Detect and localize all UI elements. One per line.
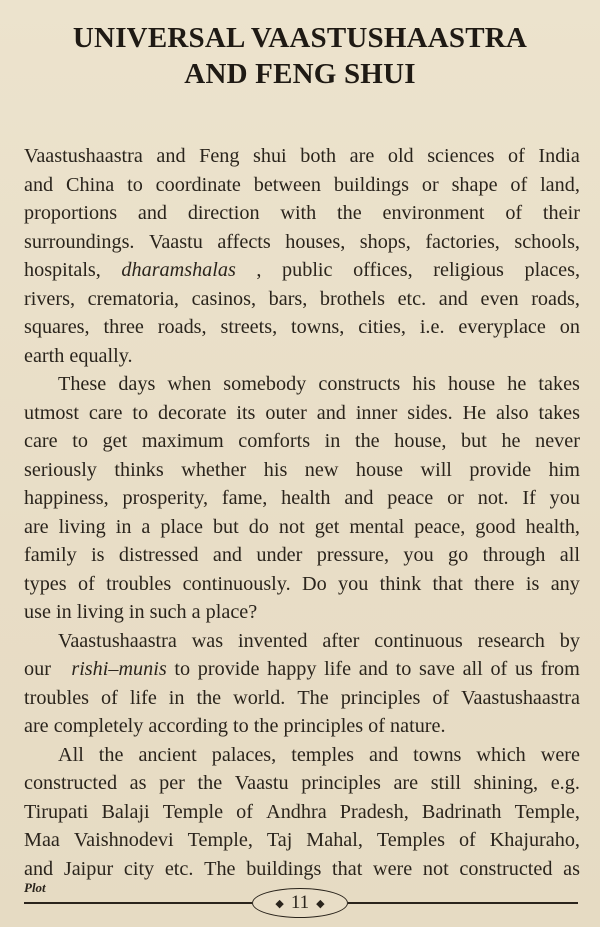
word: you [549, 487, 580, 509]
word: you [403, 544, 434, 566]
word: as [129, 772, 147, 794]
word: takes [538, 373, 580, 395]
word: buildings [333, 173, 410, 196]
word: health, [525, 515, 580, 538]
word: of [505, 202, 523, 224]
word: provide [469, 458, 532, 481]
word: are [24, 515, 49, 538]
word: and [24, 857, 54, 880]
word: by [559, 629, 580, 652]
word: ancient [138, 743, 197, 766]
word: squares, [24, 316, 90, 338]
word: whether [181, 458, 247, 481]
text-line [24, 456, 580, 485]
word: which [476, 743, 526, 766]
word: He [462, 401, 487, 424]
word: his [263, 458, 288, 481]
word: city [123, 857, 155, 880]
text-line [24, 798, 580, 827]
word: Tirupati [24, 800, 89, 823]
word: even [480, 287, 519, 310]
word: rivers, [24, 287, 76, 310]
page-number: 11 [290, 892, 310, 913]
word: Temple [162, 800, 224, 823]
word: hospitals, [24, 259, 101, 281]
word: to [72, 430, 88, 452]
word: and [344, 487, 374, 509]
word: are [349, 145, 375, 167]
word: proportions [24, 202, 118, 224]
word: towns, [291, 316, 345, 338]
word: he [507, 373, 527, 395]
word [59, 655, 64, 684]
word: and [24, 173, 54, 196]
word: Do [301, 572, 327, 595]
word: If [522, 487, 536, 509]
word: shape [451, 173, 498, 196]
word: care [88, 401, 123, 424]
word: per [159, 772, 185, 794]
word: Maa [24, 829, 60, 851]
word: Vaastu [148, 230, 203, 253]
word: roads, [531, 287, 580, 310]
word: brothels [319, 287, 385, 310]
word: the [98, 743, 124, 766]
word: troubles [24, 686, 90, 709]
word: constructed [459, 857, 553, 880]
word: cities, [358, 316, 406, 338]
word: good [475, 515, 516, 538]
word: but [212, 515, 239, 538]
word: and [358, 658, 388, 680]
word: old [387, 145, 414, 167]
text-line [24, 627, 580, 656]
text-line [24, 570, 580, 599]
word: a [141, 515, 151, 538]
word: his [412, 373, 436, 395]
word: continuous [374, 629, 463, 652]
chapter-title-line-1: UNIVERSAL VAASTUSHAASTRA [72, 22, 528, 54]
word: in [168, 686, 185, 709]
word: after [322, 629, 360, 652]
word: life [129, 686, 157, 709]
word: places, [524, 259, 580, 281]
word: not. [477, 487, 509, 509]
word: go [448, 544, 469, 566]
word: to [174, 658, 191, 680]
word: , [256, 259, 262, 281]
word: e.g. [550, 772, 580, 794]
text-line [24, 228, 580, 257]
word: family [24, 544, 77, 566]
word: happy [267, 658, 317, 680]
word: Taj [266, 829, 293, 851]
word: takes [538, 401, 580, 424]
word: care [24, 430, 58, 452]
word: roads, [157, 316, 207, 338]
word: maximum [141, 430, 224, 452]
word: get [102, 430, 128, 452]
word: of [236, 800, 253, 823]
word: our [24, 658, 51, 680]
word: fame, [221, 487, 268, 509]
word: etc. [397, 287, 427, 310]
word: All [58, 743, 84, 766]
text-line [24, 427, 580, 456]
word: The [204, 857, 236, 880]
text-line-with-italic [24, 655, 580, 684]
word: schools, [514, 230, 580, 253]
word: days [118, 373, 156, 395]
word: life [324, 658, 352, 680]
word: house [355, 458, 404, 481]
word: of [508, 145, 525, 167]
word: but [461, 430, 487, 452]
word: living [58, 515, 106, 538]
word: research [477, 629, 545, 652]
word: temples [291, 743, 355, 766]
line-text: earth equally. [24, 344, 133, 367]
word: crematoria, [87, 287, 179, 310]
word: of [432, 686, 450, 709]
word: happiness, [24, 487, 109, 509]
word: both [300, 145, 337, 167]
word: health [281, 487, 331, 509]
body-text [24, 142, 580, 883]
text-line [24, 199, 580, 228]
word: factories, [425, 230, 500, 253]
word: of [101, 686, 118, 709]
word: also [496, 401, 529, 424]
word: prosperity, [122, 487, 209, 509]
word: place [160, 515, 203, 538]
word: him [548, 458, 580, 481]
word: direction [187, 202, 260, 224]
word: is [525, 572, 540, 595]
word: get [314, 515, 340, 538]
word: principles [340, 686, 421, 709]
word: Feng [199, 145, 240, 167]
footer-rule-right [348, 902, 578, 904]
text-line [24, 513, 580, 542]
word: palaces, [211, 743, 277, 766]
word: mental [349, 515, 405, 538]
word: all [462, 658, 483, 680]
word: he [501, 430, 521, 452]
word: never [535, 430, 580, 452]
word: Temple, [187, 829, 253, 851]
word: were [540, 743, 580, 766]
word: shining, [473, 772, 539, 794]
word: three [103, 316, 144, 338]
word: from [540, 658, 580, 680]
text-line [24, 484, 580, 513]
word: houses, [285, 230, 346, 253]
word: Pradesh, [339, 800, 409, 823]
word: Vaastushaastra [58, 629, 177, 652]
word: Khajuraho, [489, 829, 580, 851]
word: was [191, 629, 224, 652]
word: affects [217, 230, 271, 253]
word: comforts [238, 430, 311, 452]
word: distressed [118, 544, 199, 566]
word: towns [413, 743, 462, 766]
word: save [419, 658, 455, 680]
word: Jaipur [63, 857, 114, 880]
word: when [167, 373, 212, 395]
diamond-left-icon: ◆ [275, 897, 284, 910]
text-line [24, 342, 580, 371]
line-text: are completely according to the principles of nature. [24, 715, 446, 737]
word: think [379, 572, 422, 595]
word: and [438, 287, 468, 310]
word: seriously [24, 458, 97, 481]
word: utmost [24, 401, 79, 424]
word: house, [394, 430, 447, 452]
word: us [514, 658, 533, 680]
word: coordinate [155, 173, 241, 196]
word: land, [540, 173, 580, 196]
word: religious [433, 259, 504, 281]
italic-term: rishi–munis [71, 658, 167, 680]
word: Vaastushaastra [24, 145, 143, 167]
word: to [132, 401, 149, 424]
word: These [58, 373, 107, 395]
word: in [115, 515, 132, 538]
word: principles [301, 772, 381, 794]
italic-term: dharamshalas [121, 259, 236, 281]
word: their [542, 202, 580, 224]
word: Temples [376, 829, 445, 851]
word: continuously. [182, 572, 291, 595]
word: outer [265, 401, 307, 424]
text-line [24, 855, 580, 884]
word: environment [382, 202, 485, 224]
word: China [66, 173, 115, 196]
word: somebody [223, 373, 307, 395]
word: casinos, [191, 287, 257, 310]
word: Badrinath [421, 800, 502, 823]
text-line [24, 285, 580, 314]
word: etc. [164, 857, 194, 880]
word: world. [233, 686, 286, 709]
word: with [280, 202, 317, 224]
word: or [447, 487, 464, 509]
word: still [430, 772, 461, 794]
word: will [420, 458, 452, 481]
word: or [421, 173, 439, 196]
word: provide [197, 658, 260, 680]
text-line [24, 598, 580, 627]
word: and [369, 743, 399, 766]
line-text: use in living in such a place? [24, 601, 258, 623]
word: to [395, 658, 412, 680]
word: surroundings. [24, 230, 135, 253]
word: you [338, 572, 369, 595]
word: The [297, 686, 329, 709]
word: Andhra [266, 800, 327, 823]
text-line [24, 712, 580, 741]
word: not [278, 515, 305, 538]
page-number-badge [252, 888, 348, 918]
text-line-with-italic [24, 256, 580, 285]
word: of [510, 173, 528, 196]
word: Vaastu [234, 772, 289, 794]
word: sides. [407, 401, 453, 424]
word: peace, [414, 515, 466, 538]
word: the [196, 686, 222, 709]
text-line [24, 171, 580, 200]
text-line [24, 741, 580, 770]
word: in [324, 430, 341, 452]
word: offices, [353, 259, 413, 281]
word: to [127, 173, 143, 196]
word: constructs [318, 373, 401, 395]
word: any [550, 572, 580, 595]
text-line [24, 684, 580, 713]
word: and [212, 544, 243, 566]
word: under [256, 544, 303, 566]
word: are [393, 772, 419, 794]
word: do [248, 515, 269, 538]
word: inner [355, 401, 398, 424]
word: that [432, 572, 463, 595]
word: constructed [24, 772, 118, 794]
text-line [24, 769, 580, 798]
word: everyplace [458, 316, 546, 338]
word: Balaji [101, 800, 150, 823]
text-line [24, 313, 580, 342]
word: between [253, 173, 321, 196]
text-line [24, 142, 580, 171]
word: of [458, 829, 476, 851]
word: all [559, 544, 580, 566]
word: new [304, 458, 339, 481]
word: i.e. [419, 316, 445, 338]
text-line [24, 826, 580, 855]
text-line [24, 541, 580, 570]
word: and [316, 401, 346, 424]
text-line [24, 370, 580, 399]
word: decorate [158, 401, 227, 424]
diamond-right-icon: ◆ [316, 897, 325, 910]
word: on [559, 316, 580, 338]
text-line [24, 399, 580, 428]
word: the [337, 202, 362, 224]
word: through [482, 544, 546, 566]
word: and [156, 145, 186, 167]
footer-rule-left [24, 902, 252, 904]
word: invented [237, 629, 308, 652]
word: shops, [359, 230, 411, 253]
word: not [422, 857, 449, 880]
word: thinks [114, 458, 164, 481]
word: streets, [220, 316, 278, 338]
word: were [373, 857, 413, 880]
word: the [197, 772, 223, 794]
word: public [282, 259, 333, 281]
word: the [354, 430, 380, 452]
word: Mahal, [306, 829, 363, 851]
word: types [24, 572, 67, 595]
word: its [236, 401, 256, 424]
word: sciences [427, 145, 495, 167]
word: of [77, 572, 95, 595]
word: Temple, [514, 800, 580, 823]
word: peace [387, 487, 434, 509]
word: shui [253, 145, 287, 167]
word: as [563, 857, 580, 880]
word: house [448, 373, 496, 395]
word: Vaastushaastra [461, 686, 580, 709]
footer-label: Plot [24, 880, 46, 895]
word: buildings [246, 857, 322, 880]
chapter-title [0, 20, 600, 92]
word: of [490, 658, 508, 680]
word: is [91, 544, 105, 566]
word: Vaishnodevi [73, 829, 174, 851]
word: bars, [268, 287, 308, 310]
chapter-title-line-2: AND FENG SHUI [184, 58, 416, 90]
word: troubles [106, 572, 172, 595]
word: that [332, 857, 363, 880]
word: pressure, [316, 544, 390, 566]
word: and [137, 202, 168, 224]
word: there [474, 572, 515, 595]
word: India [538, 145, 580, 167]
